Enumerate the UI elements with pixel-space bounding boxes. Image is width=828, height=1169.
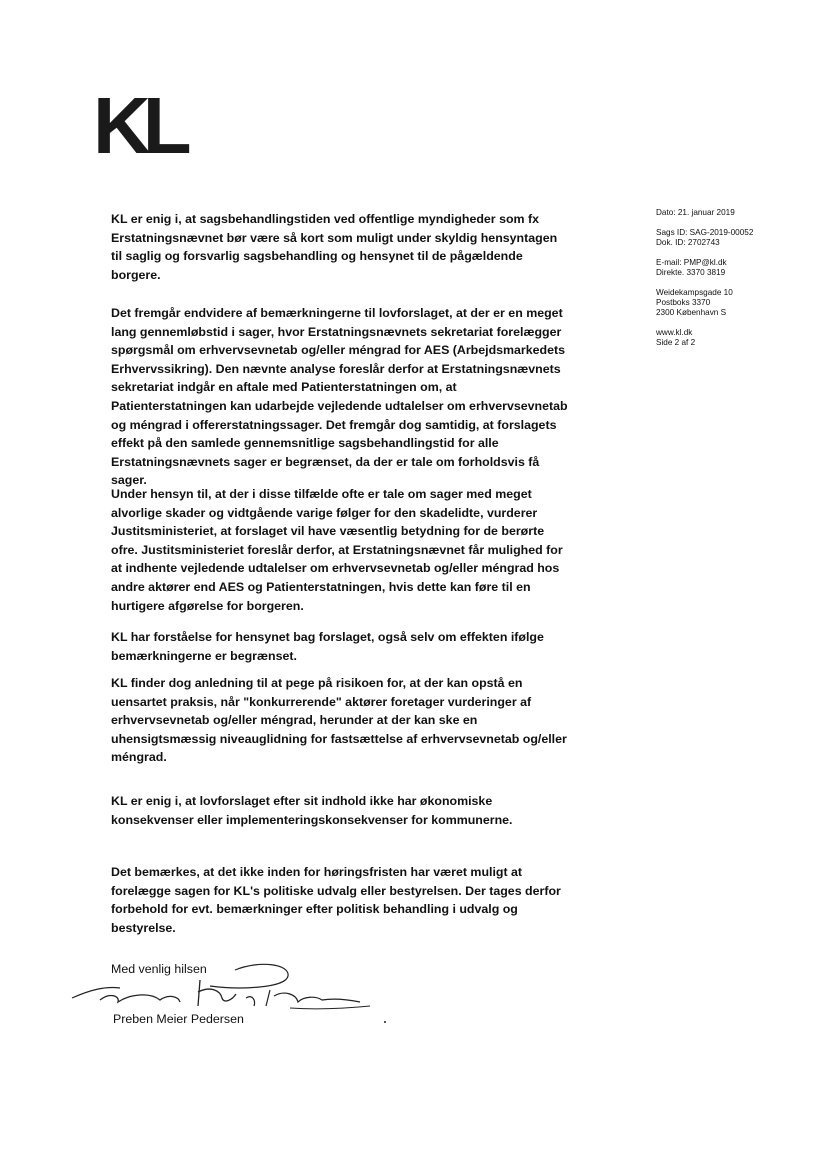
paragraph-7: Det bemærkes, at det ikke inden for høringsfristen har været muligt at forelægge sagen for KL's politiske udvalg eller bestyrelsen. Der tages derfor forbehold for evt. bemærkninger efter politisk behandling i udvalg og bestyrelse. [111, 865, 561, 935]
date: Dato: 21. januar 2019 [656, 208, 735, 217]
paragraph-5: KL finder dog anledning til at pege på risikoen for, at der kan opstå en uensartet praksis, når "konkurrerende" aktører foretager vurderinger af erhvervsevnetab og/eller méngrad, herunder at der kan ske en uhensigtsmæssig niveauglidning for fastsættelse af erhvervsevnetab og/eller méngrad. [111, 676, 567, 765]
paragraph-6: KL er enig i, at lovforslaget efter sit indhold ikke har økonomiske konsekvenser eller implementeringskonsekvenser for kommunerne. [111, 794, 513, 827]
email: E-mail: PMP@kl.dk [656, 258, 727, 267]
paragraph-1: KL er enig i, at sagsbehandlingstiden ved offentlige myndigheder som fx Erstatningsnævnet bør være så kort som muligt under skyldig hensyntagen til saglig og forsvarlig sagsbehandling og hensynet til de pågældende borgere. [111, 212, 558, 282]
direct-phone: Direkte. 3370 3819 [656, 268, 726, 277]
address-line-2: Postboks 3370 [656, 298, 711, 307]
paragraph-4: KL har forståelse for hensynet bag forslaget, også selv om effekten ifølge bemærkningerne er begrænset. [111, 630, 544, 663]
doc-id: Dok. ID: 2702743 [656, 238, 720, 247]
address-line-3: 2300 København S [656, 308, 727, 317]
address-line-1: Weidekampsgade 10 [656, 288, 733, 297]
scan-speck [384, 1021, 386, 1023]
page-number: Side 2 af 2 [656, 338, 696, 347]
closing: Med venlig hilsen [111, 962, 207, 976]
website: www.kl.dk [656, 328, 693, 337]
case-id: Sags ID: SAG-2019-00052 [656, 228, 754, 237]
paragraph-3: Under hensyn til, at der i disse tilfælde ofte er tale om sager med meget alvorlige skader og vidtgående varige følger for den skadelidte, vurderer Justitsministeriet, at forslaget vil have væsentlig betydning for de berørte ofre. Justitsministeriet foreslår derfor, at Erstatningsnævnet får mulighed for at indhente vejledende udtalelser om erhvervsevnetab og/eller méngrad hos andre aktører end AES og Patienterstatningen, hvis dette kan føre til en hurtigere afgørelse for borgeren. [111, 487, 563, 613]
signatory-name: Preben Meier Pedersen [113, 1012, 244, 1026]
paragraph-2: Det fremgår endvidere af bemærkningerne til lovforslaget, at der er en meget lang gennemløbstid i sager, hvor Erstatningsnævnets sekretariat forelægger spørgsmål om erhvervsevnetab og/eller méngrad for AES (Arbejdsmarkedets Erhvervssikring). Den nævnte analyse foreslår derfor at Erstatningsnævnets sekretariat indgår en aftale med Patienterstatningen om, at Patienterstatningen kan udarbejde vejledende udtalelser om erhvervsevnetab og méngrad i offererstatningssager. Det fremgår dog samtidig, at forslagets effekt på den samlede gennemsnitlige sagsbehandlingstid for alle Erstatningsnævnets sager er begrænset, da der er tale om forholdsvis få sager. [111, 306, 568, 488]
sidebar-meta [656, 208, 816, 348]
kl-logo: KL [93, 81, 184, 170]
